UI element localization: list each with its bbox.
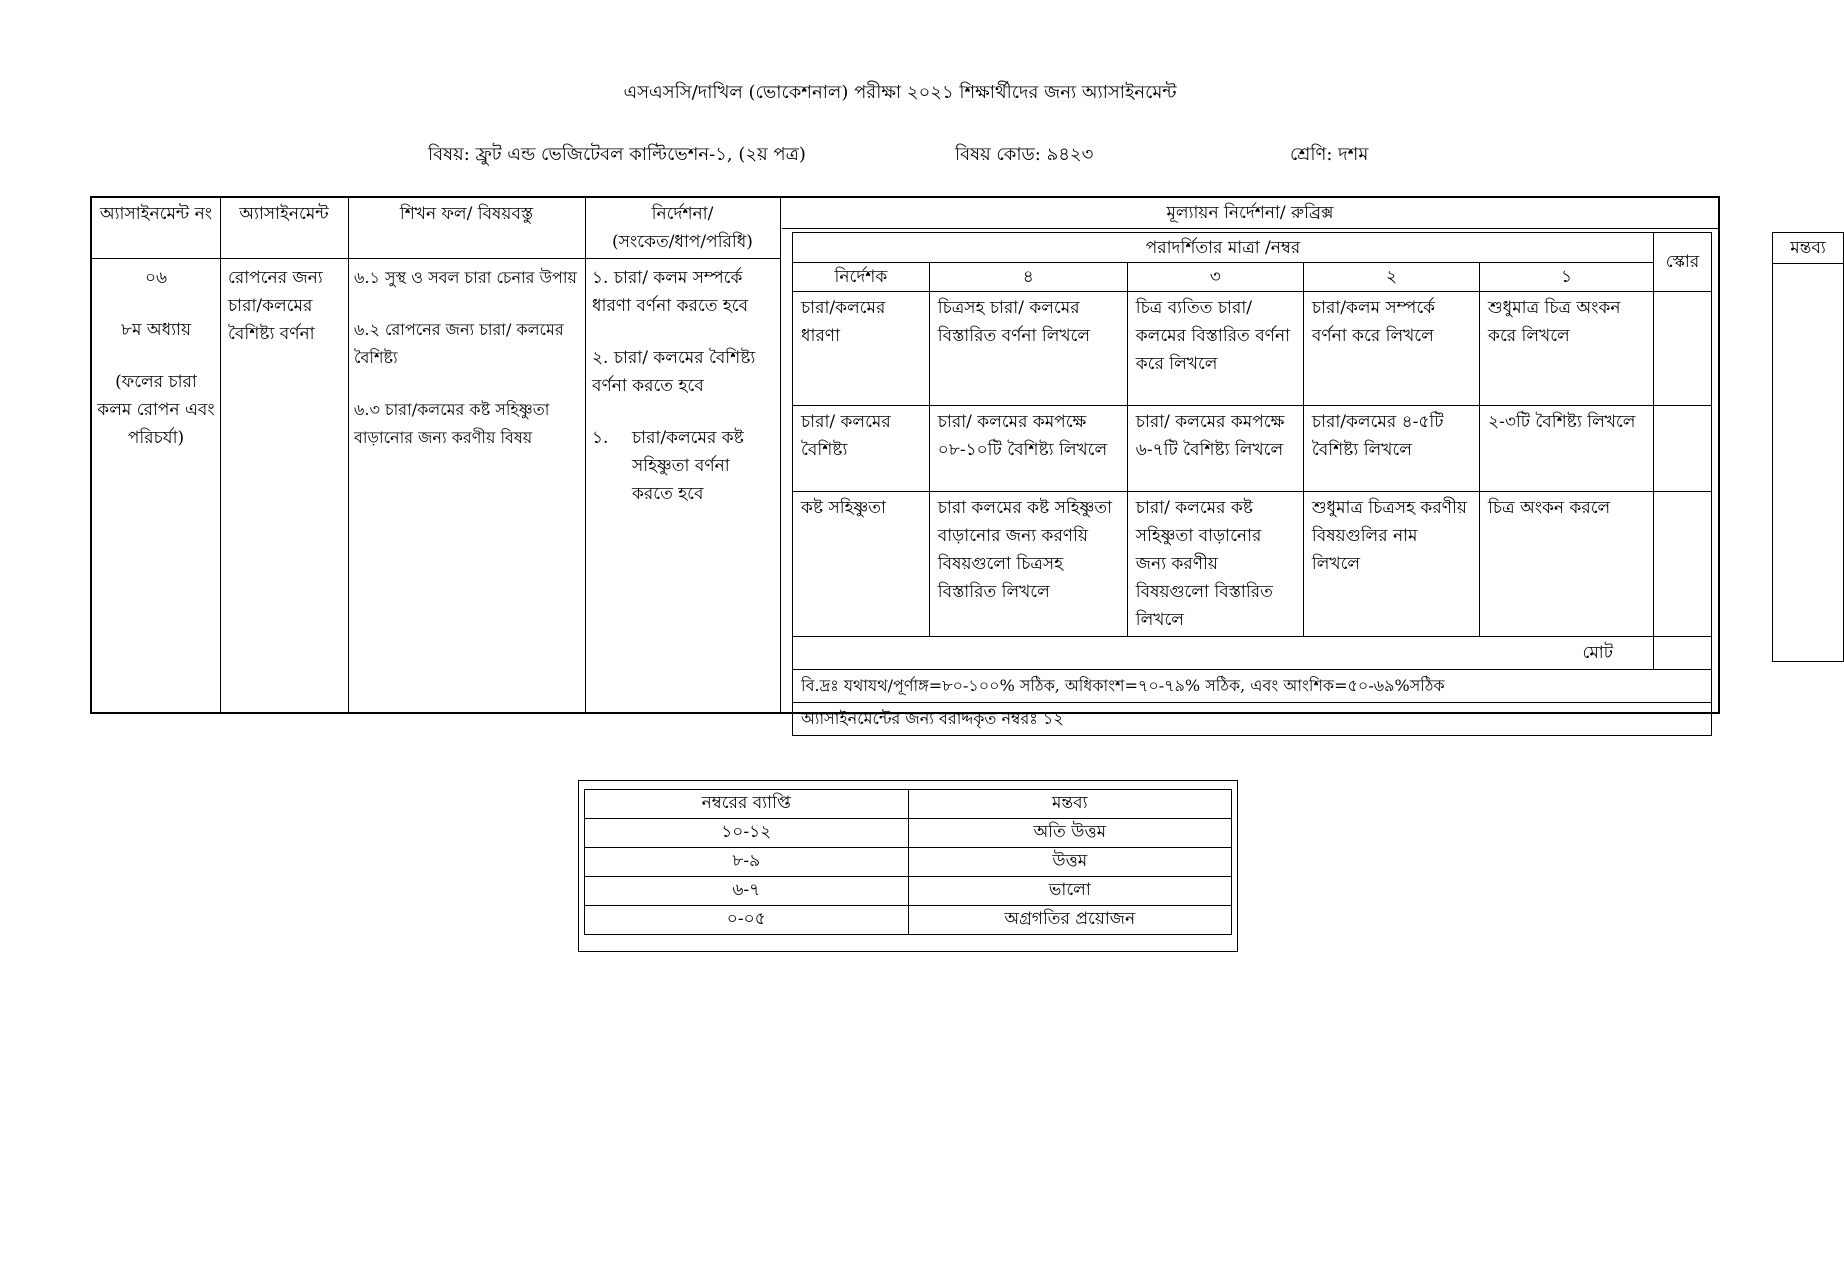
guide-3-number: ১. [592,428,609,448]
header-level-1: ১ [1480,263,1654,292]
range-remark: ভালো [908,877,1232,906]
level-3-cell: চিত্র ব্যতিত চারা/কলমের বিস্তারিত বর্ণনা করে লিখলে [1127,292,1303,406]
rubric-section [782,198,1826,728]
range-value: ১০-১২ [585,819,909,848]
score-cell [1654,406,1712,492]
outcome-1: ৬.১ সুস্থ ও সবল চারা চেনার উপায় [354,268,577,287]
range-value: ৬-৭ [585,877,909,906]
level-4-cell: চারা কলমের কষ্ট সহিষ্ণুতা বাড়ানোর জন্য করণয়ি বিষয়গুলো চিত্রসহ বিস্তারিত লিখলে [929,492,1127,637]
guide-2: ২. চারা/ কলমের বৈশিষ্ট্য বর্ণনা করতে হবে [592,348,756,396]
guide-3-text: চারা/কলমের কষ্ট সহিষ্ণুতা বর্ণনা করতে হবে [632,428,744,504]
level-4-cell: চিত্রসহ চারা/ কলমের বিস্তারিত বর্ণনা লিখলে [929,292,1127,406]
assignment-table [90,196,1826,728]
score-cell [1654,292,1712,406]
document-title: এসএসসি/দাখিল (ভোকেশনাল) পরীক্ষা ২০২১ শিক্ষার্থীদের জন্য অ্যাসাইনমেন্ট [623,82,1177,103]
level-3-cell: চারা/ কলমের কষ্ট সহিষ্ণুতা বাড়ানোর জন্য করণীয় বিষয়গুলো বিস্তারিত লিখলে [1127,492,1303,637]
outcome-2: ৬.২ রোপনের জন্য চারা/ কলমের বৈশিষ্ট্য [354,320,564,367]
range-value: ০-০৫ [585,906,909,935]
range-remark: অগ্রগতির প্রয়োজন [908,906,1232,935]
header-level-3: ৩ [1127,263,1303,292]
level-1-cell: শুধুমাত্র চিত্র অংকন করে লিখলে [1480,292,1654,406]
learning-outcomes [354,264,580,452]
rubric-title: মূল্যায়ন নির্দেশনা/ রুব্রিক্স [782,198,1718,229]
grade-range-table [584,789,1232,935]
header-score: স্কোর [1654,233,1712,292]
class-label: শ্রেণি: দশম [1290,144,1369,165]
level-2-cell: শুধুমাত্র চিত্রসহ করণীয় বিষয়গুলির নাম লিখলে [1303,492,1479,637]
level-1-cell: ২-৩টি বৈশিষ্ট্য লিখলে [1480,406,1654,492]
range-row [585,877,1232,906]
guide-3 [592,424,774,508]
header-level-2: ২ [1303,263,1479,292]
header-learning-outcome: শিখন ফল/ বিষয়বস্তু [399,204,534,224]
header-range-remark: মন্তব্য [908,790,1232,819]
range-remark: অতি উত্তম [908,819,1232,848]
header-guideline-line-1: নির্দেশনা/ [651,204,714,224]
header-indicator: নির্দেশক [793,263,930,292]
rubric-row [793,406,1712,492]
rubric-grid [792,232,1712,736]
guide-1: ১. চারা/ কলম সম্পর্কে ধারণা বর্ণনা করতে হবে [592,268,749,316]
level-2-cell: চারা/কলম সম্পর্কে বর্ণনা করে লিখলে [1303,292,1479,406]
header-level-4: ৪ [929,263,1127,292]
note-line: বি.দ্রঃ যথাযথ/পূর্ণাঙ্গ=৮০-১০০% সঠিক, অধিকাংশ=৭০-৭৯% সঠিক, এবং আংশিক=৫০-৬৯%সঠিক [793,670,1712,703]
range-remark: উত্তম [908,848,1232,877]
assignment-name: রোপনের জন্য চারা/কলমের বৈশিষ্ট্য বর্ণনা [228,268,323,344]
total-label: মোট [793,637,1654,670]
subject-label: বিষয়: ফ্রুট এন্ড ভেজিটেবল কাল্টিভেশন-১, (২য় পত্র) [428,144,806,165]
assignment-chapter: ৮ম অধ্যায় [121,320,191,340]
grade-range-box [578,780,1238,952]
indicator-cell: কষ্ট সহিষ্ণুতা [793,492,930,637]
range-row [585,819,1232,848]
assignment-number: ০৬ [144,268,168,288]
level-1-cell: চিত্র অংকন করলে [1480,492,1654,637]
indicator-cell: চারা/কলমের ধারণা [793,292,930,406]
header-assignment: অ্যাসাইনমেন্ট [239,204,329,224]
marks-line: অ্যাসাইনমেন্টের জন্য বরাদ্দকৃত নম্বরঃ ১২ [793,703,1712,736]
header-mark-range: নম্বরের ব্যাপ্তি [585,790,909,819]
level-3-cell: চারা/ কলমের কমপক্ষে ৬-৭টি বৈশিষ্ট্য লিখলে [1127,406,1303,492]
outcome-3: ৬.৩ চারা/কলমের কষ্ট সহিষ্ণুতা বাড়ানোর জন্য করণীয় বিষয় [354,400,550,447]
score-cell [1654,492,1712,637]
header-proficiency: পরাদর্শিতার মাত্রা /নম্বর [793,233,1654,263]
range-row [585,848,1232,877]
rubric-row [793,292,1712,406]
level-2-cell: চারা/কলমের ৪-৫টি বৈশিষ্ট্য লিখলে [1303,406,1479,492]
range-row [585,906,1232,935]
indicator-cell: চারা/ কলমের বৈশিষ্ট্য [793,406,930,492]
subject-code-label: বিষয় কোড: ৯৪২৩ [955,144,1094,165]
rubric-grid-wrap [792,232,1712,728]
assignment-topic: (ফলের চারা কলম রোপন এবং পরিচর্যা) [97,372,215,448]
total-score-cell [1654,637,1712,670]
guidelines [592,264,774,508]
range-value: ৮-৯ [585,848,909,877]
header-remark: মন্তব্য [1773,233,1843,264]
assignment-no-cell [96,264,216,452]
remark-column [1772,232,1844,662]
header-assignment-no: অ্যাসাইনমেন্ট নং [99,204,213,224]
level-4-cell: চারা/ কলমের কমপক্ষে ০৮-১০টি বৈশিষ্ট্য লিখলে [929,406,1127,492]
rubric-row [793,492,1712,637]
header-guideline [585,200,780,256]
header-guideline-line-2: (সংকেত/ধাপ/পরিধি) [612,232,753,252]
